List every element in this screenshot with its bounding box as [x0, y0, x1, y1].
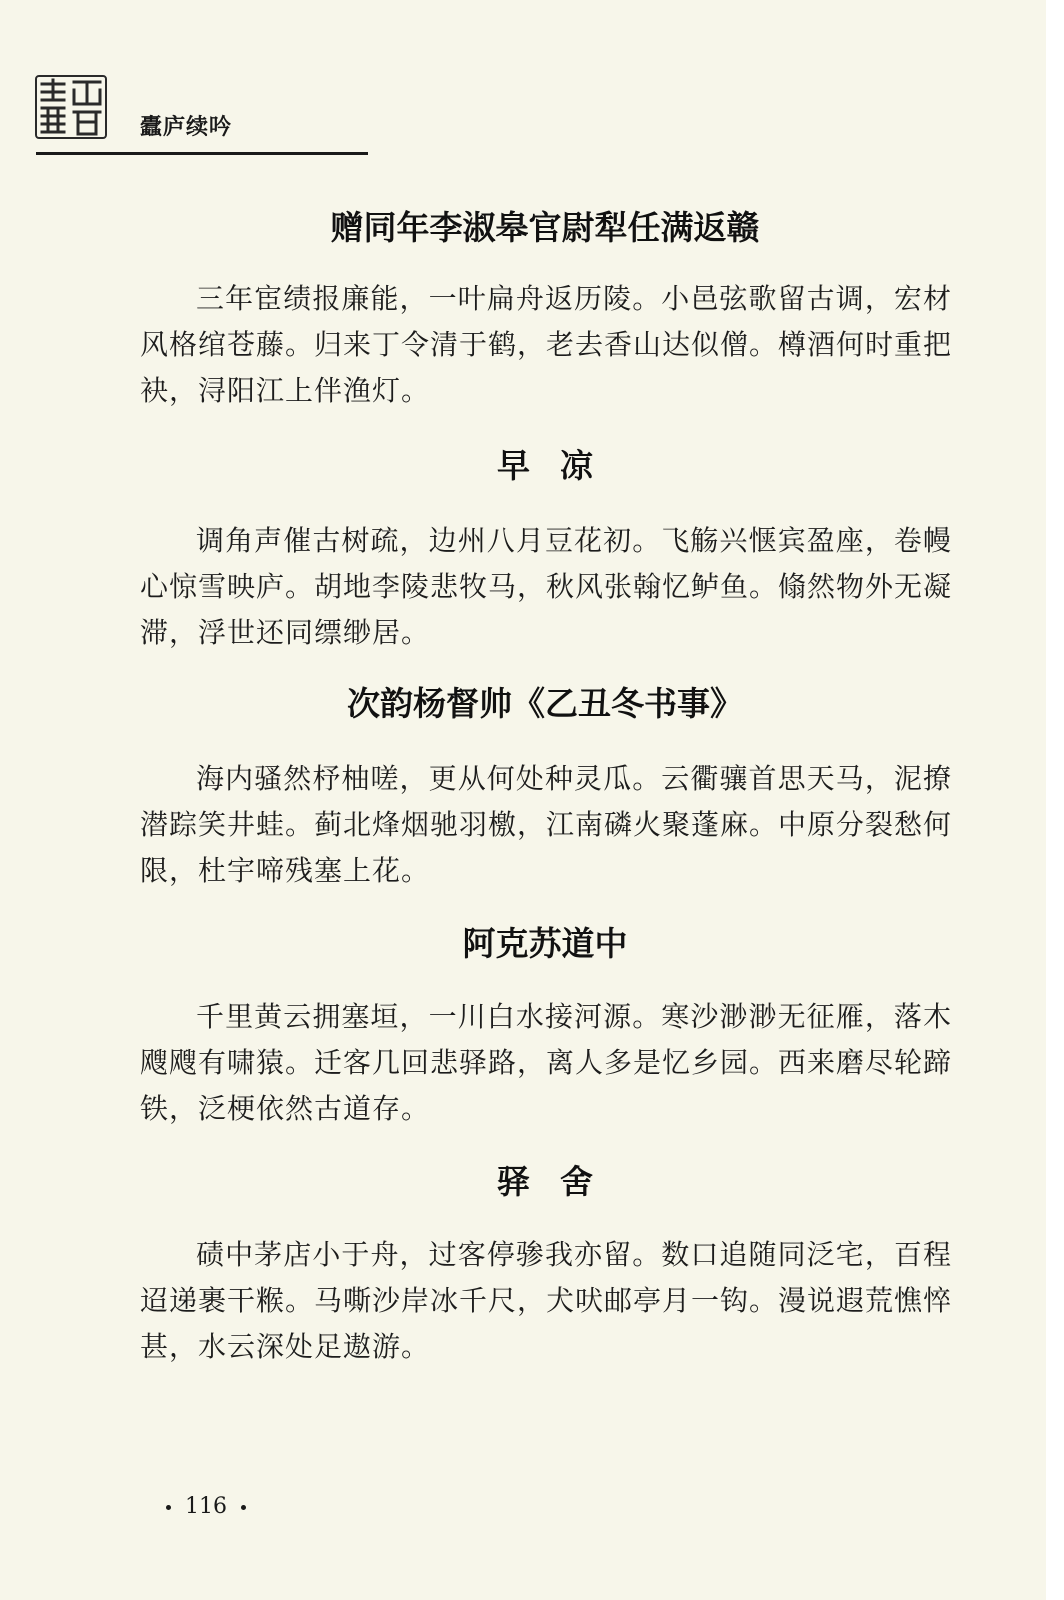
running-header-title: 蠹庐续吟: [140, 115, 233, 140]
poem-title: 阿克苏道中: [462, 924, 628, 963]
poem-title: 早凉: [497, 446, 623, 485]
page-number-value: 116: [185, 1494, 227, 1519]
scan-margin: [1046, 0, 1064, 1600]
poem-title: 驿舍: [497, 1162, 623, 1201]
header-rule: [36, 152, 368, 155]
poem-text: 千里黄云拥塞垣，一川白水接河源。寒沙渺渺无征雁，落木飕飕有啸猿。迁客几回悲驿路，离人多是忆乡园。西来磨尽轮蹄铁，泛梗依然古道存。: [140, 1000, 953, 1125]
poem-text: 调角声催古树疏，边州八月豆花初。飞觞兴惬宾盈座，卷幔心惊雪映庐。胡地李陵悲牧马，秋风张翰忆鲈鱼。翛然物外无凝滞，浮世还同缥缈居。: [140, 524, 953, 649]
poem-title: 次韵杨督帅《乙丑冬书事》: [347, 684, 743, 723]
poem-text: 三年宦绩报廉能，一叶扁舟返历陵。小邑弦歌留古调，宏材风格绾苍藤。归来丁令清于鹤，老去香山达似僧。樽酒何时重把袂，浔阳江上伴渔灯。: [140, 282, 953, 407]
page-number: [0, 1494, 412, 1519]
poem-text: 海内骚然杼柚嗟，更从何处种灵瓜。云衢骧首思天马，泥撩潜踪笑井蛙。蓟北烽烟驰羽檄，江南磷火聚蓬麻。中原分裂愁何限，杜宇啼残塞上花。: [140, 762, 953, 887]
bullet-dot-icon: [166, 1505, 171, 1510]
poem-title: 赠同年李淑皋官尉犁任满返赣: [330, 208, 760, 247]
bullet-dot-icon: [241, 1505, 246, 1510]
poem-text: 碛中茅店小于舟，过客停骖我亦留。数口追随同泛宅，百程迢递裹干糇。马嘶沙岸冰千尺，犬吠邮亭月一钩。漫说遐荒憔悴甚，水云深处足遨游。: [140, 1238, 953, 1363]
seal-stamp-icon: [34, 74, 108, 140]
